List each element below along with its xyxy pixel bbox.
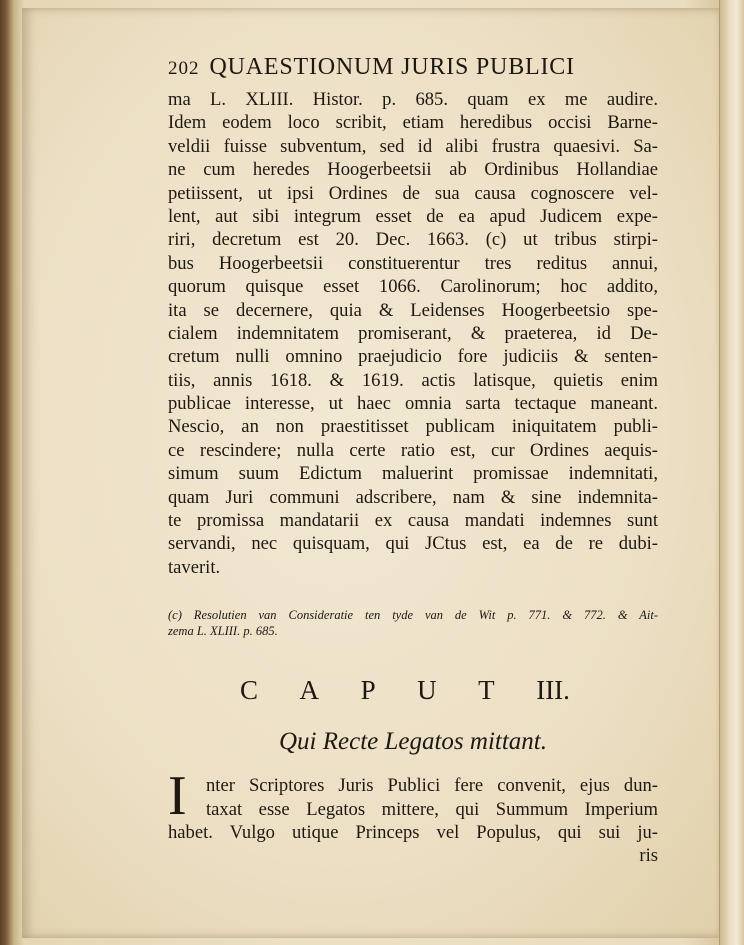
body-line: ce rescindere; nulla certe ratio est, cur Ordines aequis- [168, 439, 658, 461]
body-line: taxat esse Legatos mittere, qui Summum Imperium [206, 798, 658, 820]
body-line: nter Scriptores Juris Publici fere convenit, ejus dun- [206, 775, 658, 797]
body-line: Idem eodem loco scribit, etiam heredibus occisi Barne- [168, 112, 658, 134]
chapter-letter: C [240, 675, 259, 706]
body-line: veldii fuisse subventum, sed id alibi frustra quaesivi. Sa- [168, 135, 658, 157]
body-line: taverit. [168, 556, 221, 578]
chapter-letter: A [299, 675, 320, 706]
footnote-line: zema L. XLIII. p. 685. [168, 624, 278, 639]
page-edges [719, 0, 744, 945]
footnote-line: (c) Resolutien van Consideratie ten tyde van de Wit p. 771. & 772. & Ait- [168, 608, 658, 623]
body-line: ne cum heredes Hoogerbeetsii ab Ordinibus Hollandiae [168, 159, 658, 181]
body-line: bus Hoogerbeetsii constituerentur tres reditus annui, [168, 252, 658, 274]
chapter-letter: U [417, 675, 437, 706]
body-line: servandi, nec quisquam, qui JCtus est, ea de re dubi- [168, 533, 658, 555]
running-title: QUAESTIONUM JURIS PUBLICI [209, 54, 575, 80]
body-line: simum suum Edictum maluerint promissae indemnitati, [168, 463, 658, 485]
body-line: cretum nulli omnino praejudicio fore judiciis & senten- [168, 346, 658, 368]
body-line: ita se decernere, quia & Leidenses Hoogerbeetsio spe- [168, 299, 658, 321]
opening-paragraph [168, 765, 658, 868]
page-header [168, 54, 658, 88]
catchword: ris [639, 845, 658, 867]
page-text [168, 54, 658, 868]
body-line: te promissa mandatarii ex causa mandati indemnes sunt [168, 510, 658, 532]
body-line: tiis, annis 1618. & 1619. actis latisque, quietis enim [168, 369, 658, 391]
body-line: riri, decretum est 20. Dec. 1663. (c) ut tribus stirpi- [168, 229, 658, 251]
chapter-number: III. [536, 675, 570, 706]
body-line: lent, aut sibi integrum esset de ea apud Judicem expe- [168, 205, 658, 227]
chapter-heading [240, 675, 570, 706]
chapter-letter: P [360, 675, 376, 706]
body-line: quorum quisque esset 1066. Carolinorum; hoc addito, [168, 276, 658, 298]
body-text [168, 88, 658, 579]
chapter-letter: T [478, 675, 495, 706]
body-line: petiissent, ut ipsi Ordines de sua causa cognoscere vel- [168, 182, 658, 204]
page-number: 202 [168, 58, 200, 79]
body-line: publicae interesse, ut haec omnia sarta tectaque maneant. [168, 393, 658, 415]
footnote [168, 607, 658, 639]
body-line: cialem indemnitatem promiserant, & praeterea, id De- [168, 322, 658, 344]
chapter-title: Qui Recte Legatos mittant. [278, 728, 548, 756]
body-line: ma L. XLIII. Histor. p. 685. quam ex me audire. [168, 89, 658, 110]
body-line: Nescio, an non praestitisset publicam iniquitatem publi- [168, 416, 658, 438]
body-line: quam Juri communi adscribere, nam & sine indemnita- [168, 486, 658, 508]
body-line: habet. Vulgo utique Princeps vel Populus, qui sui ju- [168, 821, 658, 843]
drop-cap: I [168, 765, 187, 828]
